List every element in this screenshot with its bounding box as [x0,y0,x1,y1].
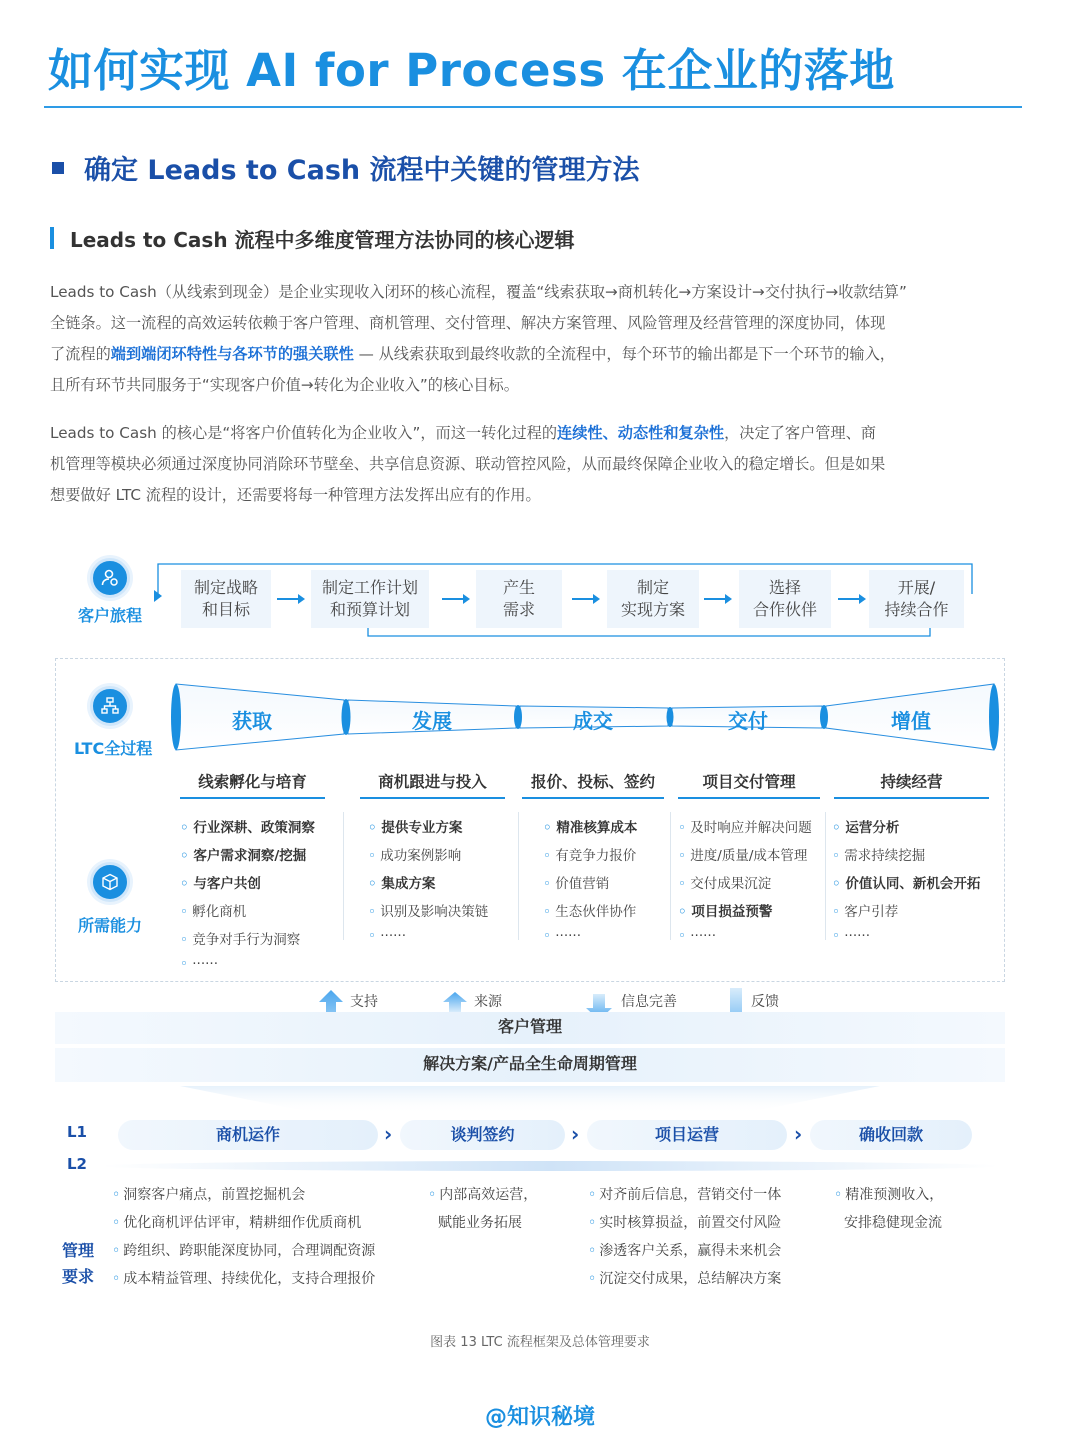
journey-step-line: 合作伙伴 [752,600,817,619]
chevron-right-icon: › [571,1122,580,1146]
chevron-right-icon: › [794,1122,803,1146]
column-heading: 线索孵化与培育 [198,773,307,791]
journey-step [739,570,831,628]
requirement-item: ◦ 跨组织、跨职能深度协同，合理调配资源 [112,1237,375,1265]
capability-list [543,816,637,956]
paragraph-line: 全链条。这一流程的高效运转依赖于客户管理、商机管理、交付管理、解决方案管理、风险管理及经营管理的深度协同，体现 [50,314,886,332]
stage-label: 交付 [728,709,768,733]
paragraph-line: 机管理等模块必须通过深度协同消除环节壁垒、共享信息资源、联动管控风险，从而最终保障企业收入的稳定增长。但是如果 [50,455,886,473]
column-divider [343,812,344,940]
highlight-text: 连续性、动态性和复杂性 [557,424,725,442]
capability-item: ◦ 孵化商机 [180,900,315,928]
journey-step [311,570,429,628]
stage-label: 发展 [412,709,452,733]
capability-list [832,816,980,956]
flow-label-feedback: 反馈 [751,994,779,1010]
stage-label: 成交 [573,709,613,733]
capability-item: ◦ ······ [543,928,637,956]
capability-item: ◦ 交付成果沉淀 [678,872,812,900]
text-run: 了流程的 [50,345,111,363]
arrow-right-icon [572,598,598,600]
requirement-item: ◦ 优化商机评估评审，精耕细作优质商机 [112,1209,375,1237]
requirements-col-4 [834,1181,943,1237]
capability-list [678,816,812,956]
column-underline [360,797,505,799]
capability-list [368,816,488,956]
level-tag-l2: L2 [67,1155,87,1173]
column-heading: 持续经营 [880,773,943,791]
capability-item: ◦ 行业深耕、政策洞察 [180,816,315,844]
requirement-item: ◦ 洞察客户痛点，前置挖掘机会 [112,1181,375,1209]
subheading: Leads to Cash 流程中多维度管理方法协同的核心逻辑 [70,228,575,252]
arrow-right-icon [277,598,303,600]
requirements-col-3 [588,1181,781,1293]
journey-step [476,570,562,628]
requirement-item: ◦ 沉淀交付成果，总结解决方案 [588,1265,781,1293]
capability-item: ◦ ······ [678,928,812,956]
capability-item: ◦ 识别及影响决策链 [368,900,488,928]
highlight-text: 端到端闭环特性与各环节的强关联性 [110,345,354,363]
column-heading: 商机跟进与投入 [378,773,487,791]
journey-step-line: 制定工作计划 [321,578,418,597]
capability-item: ◦ 客户引荐 [832,900,980,928]
title-divider [44,106,1022,108]
journey-step-line: 制定战略 [193,578,258,597]
capability-item: ◦ 集成方案 [368,872,488,900]
journey-step-line: 持续合作 [884,600,949,619]
page-title: 如何实现 AI for Process 在企业的落地 [48,44,895,97]
capability-item: ◦ 及时响应并解决问题 [678,816,812,844]
journey-step-line: 制定 [636,578,669,597]
capability-item: ◦ 精准核算成本 [543,816,637,844]
journey-step-line: 和目标 [201,600,250,619]
section-heading: 确定 Leads to Cash 流程中关键的管理方法 [84,155,640,186]
requirements-col-1 [112,1181,375,1293]
journey-step-line: 和预算计划 [329,600,410,619]
column-divider [825,812,826,940]
requirement-item: ◦ 成本精益管理、持续优化，支持合理报价 [112,1265,375,1293]
customer-management-band: 客户管理 [55,1012,1005,1044]
stage-label: 获取 [232,709,272,733]
capability-item: ◦ 有竞争力报价 [543,844,637,872]
column-underline [180,797,325,799]
paragraph-1 [50,277,1030,401]
paragraph-line [50,339,1030,370]
paragraph-line: 想要做好 LTC 流程的设计，还需要将每一种管理方法发挥出应有的作用。 [50,486,541,504]
journey-step-line: 选择 [768,578,801,597]
requirement-item: ◦ 渗透客户关系，赢得未来机会 [588,1237,781,1265]
capability-label: 所需能力 [78,916,143,935]
requirement-item: ◦ 实时核算损益，前置交付风险 [588,1209,781,1237]
requirement-item: 安排稳健现金流 [844,1215,942,1231]
capability-item: ◦ ······ [832,928,980,956]
figure-caption: 图表 13 LTC 流程框架及总体管理要求 [430,1335,650,1350]
column-heading: 项目交付管理 [702,773,796,791]
paragraph-2 [50,418,1030,511]
capability-item: ◦ 价值认同、新机会开拓 [832,872,980,900]
column-divider [670,812,671,940]
band-connector [180,1086,880,1116]
requirements-col-2 [428,1181,537,1237]
arrow-right-icon [704,598,730,600]
capability-item: ◦ 竞争对手行为洞察 [180,928,315,956]
capability-item: ◦ 项目损益预警 [678,900,812,928]
cube-icon [90,862,130,902]
l2-divider [100,1158,1000,1174]
mgmt-label: 要求 [62,1267,95,1286]
arrow-right-icon [442,598,468,600]
journey-loop-line [150,560,980,642]
flow-label-support: 支持 [350,994,378,1010]
watermark: @知识秘境 [484,1405,595,1430]
capability-item: ◦ 价值营销 [543,872,637,900]
requirement-item: ◦ 精准预测收入， [834,1181,943,1209]
capability-item: ◦ 成功案例影响 [368,844,488,872]
l1-step: 商机运作 [118,1120,378,1150]
column-underline [834,797,989,799]
capability-item: ◦ ······ [368,928,488,956]
journey-step-line: 开展/ [897,578,936,597]
capability-list [180,816,315,984]
l1-step: 项目运营 [587,1120,787,1150]
ltc-label: LTC全过程 [74,739,153,758]
capability-item: ◦ 生态伙伴协作 [543,900,637,928]
chevron-right-icon: › [384,1122,393,1146]
capability-item: ◦ 客户需求洞察/挖掘 [180,844,315,872]
capability-item: ◦ 提供专业方案 [368,816,488,844]
person-gear-icon [90,558,130,598]
column-heading: 报价、投标、签约 [530,773,655,791]
paragraph-line: 且所有环节共同服务于“实现客户价值→转化为企业收入”的核心目标。 [50,376,519,394]
journey-step-line: 实现方案 [620,600,685,619]
requirement-item: 赋能业务拓展 [438,1215,522,1231]
capability-item: ◦ 需求持续挖掘 [832,844,980,872]
l1-step: 确收回款 [810,1120,972,1150]
capability-item: ◦ 运营分析 [832,816,980,844]
column-divider [518,812,519,940]
subheading-bar [50,227,54,249]
text-run: — 从线索获取到最终收款的全流程中，每个环节的输出都是下一个环节的输入， [353,345,895,363]
level-tag-l1: L1 [67,1123,87,1141]
arrow-right-icon [838,598,864,600]
journey-step [607,570,699,628]
column-underline [522,797,664,799]
paragraph-line [50,418,1030,449]
org-chart-icon [90,686,130,726]
capability-item: ◦ 进度/质量/成本管理 [678,844,812,872]
text-run: Leads to Cash 的核心是“将客户价值转化为企业收入”，而这一转化过程的 [50,424,558,442]
journey-step [181,570,271,628]
journey-step [869,570,964,628]
capability-item: ◦ 与客户共创 [180,872,315,900]
capability-item: ◦ ······ [180,956,315,984]
column-underline [678,797,820,799]
flow-label-info: 信息完善 [621,994,677,1010]
requirement-item: ◦ 对齐前后信息，营销交付一体 [588,1181,781,1209]
mgmt-label: 管理 [62,1241,95,1260]
flow-label-source: 来源 [474,994,502,1010]
journey-step-line: 需求 [502,600,535,619]
text-run: ，决定了客户管理、商 [724,424,876,442]
journey-label: 客户旅程 [78,606,143,625]
journey-step-line: 产生 [502,578,535,597]
stage-label: 增值 [891,709,931,733]
paragraph-line: Leads to Cash（从线索到现金）是企业实现收入闭环的核心流程，覆盖“线索获取→商机转化→方案设计→交付执行→收款结算” [50,283,907,301]
section-bullet [52,162,64,174]
l1-step: 谈判签约 [400,1120,565,1150]
solution-lifecycle-band: 解决方案/产品全生命周期管理 [55,1048,1005,1082]
requirement-item: ◦ 内部高效运营， [428,1181,537,1209]
